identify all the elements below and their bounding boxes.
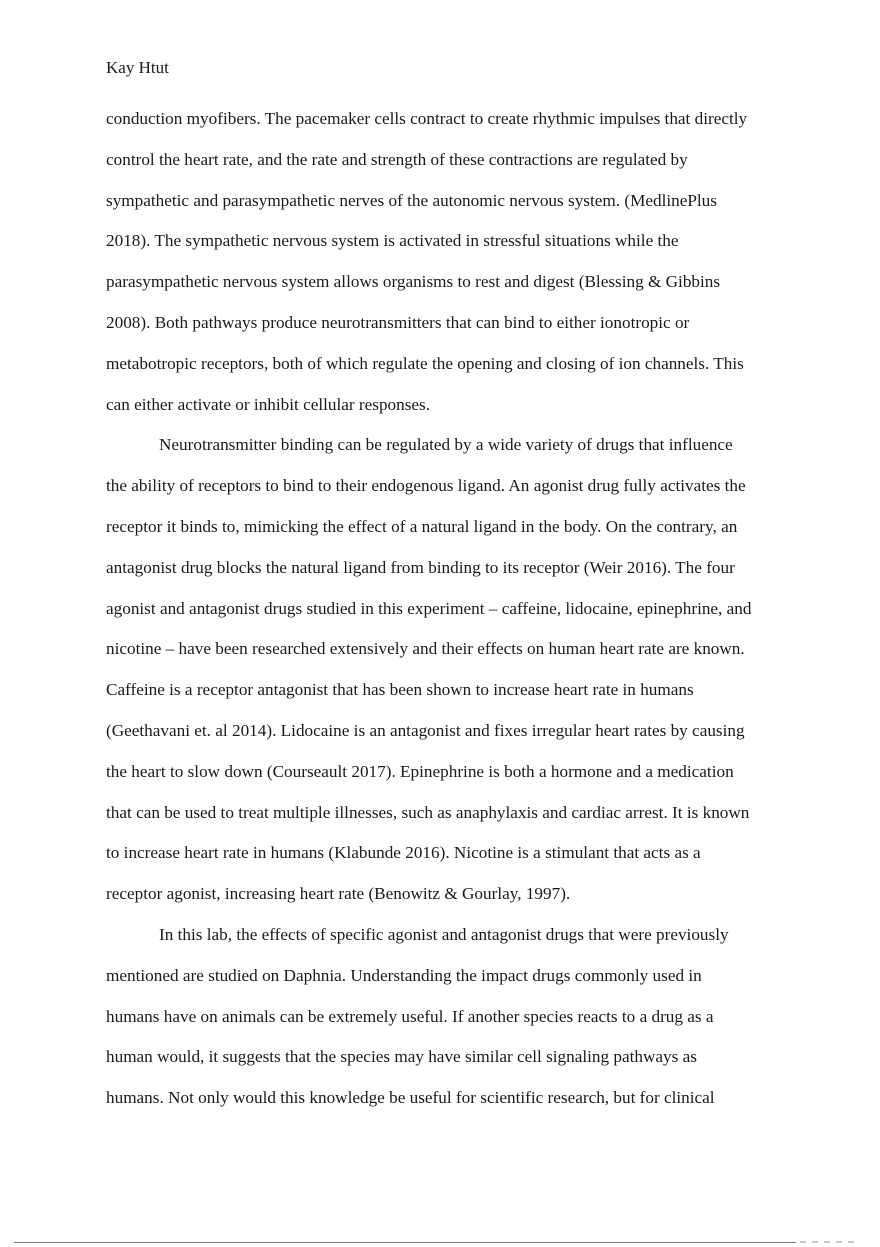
text-line: 2008). Both pathways produce neurotransmitters that can bind to either ionotropic or bbox=[106, 312, 690, 332]
running-header-author: Kay Htut bbox=[106, 58, 169, 77]
text-line: parasympathetic nervous system allows organisms to rest and digest (Blessing & Gibbins bbox=[106, 272, 721, 292]
paragraph bbox=[106, 923, 778, 1127]
text-line: antagonist drug blocks the natural ligand from binding to its receptor (Weir 2016). The four bbox=[106, 557, 735, 577]
footer-mark bbox=[800, 1241, 806, 1243]
text-line: to increase heart rate in humans (Klabunde 2016). Nicotine is a stimulant that acts as a bbox=[106, 843, 701, 863]
paragraph bbox=[106, 433, 778, 923]
text-line: humans have on animals can be extremely useful. If another species reacts to a drug as a bbox=[106, 1006, 714, 1026]
footer-mark bbox=[848, 1241, 854, 1243]
text-line: receptor it binds to, mimicking the effect of a natural ligand in the body. On the contrary, an bbox=[106, 516, 738, 536]
footer-mark bbox=[824, 1241, 830, 1243]
text-line: can either activate or inhibit cellular responses. bbox=[106, 394, 431, 414]
text-line: (Geethavani et. al 2014). Lidocaine is an antagonist and fixes irregular heart rates by causing bbox=[106, 720, 745, 740]
text-line: mentioned are studied on Daphnia. Understanding the impact drugs commonly used in bbox=[106, 965, 702, 985]
body-text bbox=[106, 107, 778, 1127]
text-line: Caffeine is a receptor antagonist that has been shown to increase heart rate in humans bbox=[106, 680, 694, 700]
text-line: metabotropic receptors, both of which regulate the opening and closing of ion channels. This bbox=[106, 353, 744, 373]
footer-marks bbox=[800, 1239, 870, 1245]
text-line: the heart to slow down (Courseault 2017). Epinephrine is both a hormone and a medication bbox=[106, 761, 734, 781]
paragraph bbox=[106, 107, 778, 433]
text-line: In this lab, the effects of specific agonist and antagonist drugs that were previously bbox=[159, 924, 729, 944]
footer-divider bbox=[14, 1242, 796, 1243]
text-line: nicotine – have been researched extensively and their effects on human heart rate are known. bbox=[106, 639, 745, 659]
footer-mark bbox=[836, 1241, 842, 1243]
text-line: 2018). The sympathetic nervous system is activated in stressful situations while the bbox=[106, 231, 679, 251]
text-line: that can be used to treat multiple illnesses, such as anaphylaxis and cardiac arrest. It is known bbox=[106, 802, 750, 822]
text-line: receptor agonist, increasing heart rate (Benowitz & Gourlay, 1997). bbox=[106, 884, 571, 904]
text-line: Neurotransmitter binding can be regulated by a wide variety of drugs that influence bbox=[159, 435, 733, 455]
text-line: human would, it suggests that the species may have similar cell signaling pathways as bbox=[106, 1047, 697, 1067]
text-line: conduction myofibers. The pacemaker cells contract to create rhythmic impulses that directly bbox=[106, 109, 748, 128]
footer-mark bbox=[812, 1241, 818, 1243]
text-line: agonist and antagonist drugs studied in this experiment – caffeine, lidocaine, epinephrine, and bbox=[106, 598, 752, 618]
text-line: control the heart rate, and the rate and strength of these contractions are regulated by bbox=[106, 149, 688, 169]
text-line: the ability of receptors to bind to their endogenous ligand. An agonist drug fully activates the bbox=[106, 476, 746, 496]
text-line: humans. Not only would this knowledge be useful for scientific research, but for clinical bbox=[106, 1088, 715, 1108]
text-line: sympathetic and parasympathetic nerves of the autonomic nervous system. (MedlinePlus bbox=[106, 190, 717, 210]
